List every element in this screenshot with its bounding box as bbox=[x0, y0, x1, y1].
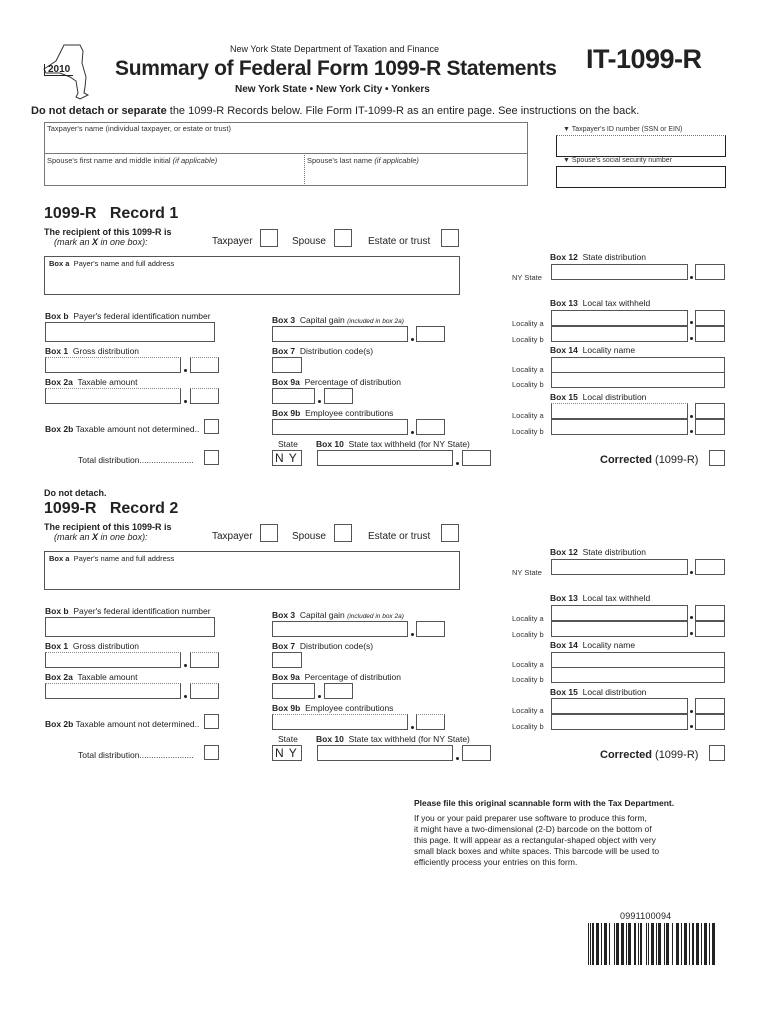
decimal-point bbox=[411, 338, 414, 341]
box-3-label: Box 3 Capital gain (included in box 2a) bbox=[272, 610, 404, 620]
taxpayer-checkbox[interactable] bbox=[260, 524, 278, 542]
box-9a-whole-field[interactable] bbox=[272, 388, 315, 404]
record-heading: 1099-R Record 2 bbox=[44, 500, 179, 517]
locality-b-label: Locality b bbox=[512, 630, 544, 639]
box-a-label: Box a Payer's name and full address bbox=[49, 554, 175, 563]
box-13a-cents-field[interactable] bbox=[695, 605, 725, 621]
decimal-point bbox=[690, 415, 693, 418]
taxpayer-checkbox[interactable] bbox=[260, 229, 278, 247]
total-distribution-label: Total distribution....................... bbox=[78, 750, 194, 760]
box-14a-field[interactable] bbox=[551, 652, 725, 668]
locality-b-label: Locality b bbox=[512, 427, 544, 436]
option-estate-label: Estate or trust bbox=[368, 236, 431, 247]
box-13b-cents-field[interactable] bbox=[695, 621, 725, 637]
taxpayer-name-label: Taxpayer's name (individual taxpayer, or estate or trust) bbox=[47, 124, 232, 133]
locality-a-label: Locality a bbox=[512, 660, 544, 669]
divider bbox=[44, 153, 528, 154]
spouse-ssn-field[interactable] bbox=[556, 166, 726, 188]
spouse-last-name-label: Spouse's last name (if applicable) bbox=[307, 156, 419, 165]
notice-title: Please file this original scannable form with the Tax Department. bbox=[414, 798, 675, 808]
box-9a-label: Box 9a Percentage of distribution bbox=[272, 377, 402, 387]
box-15b-dollars-field[interactable] bbox=[551, 419, 688, 435]
box-9b-cents-field[interactable] bbox=[416, 714, 445, 730]
box-9a-label: Box 9a Percentage of distribution bbox=[272, 672, 402, 682]
notice-line: this page. It will appear as a rectangular-shaped object with very bbox=[414, 835, 656, 845]
corrected-checkbox[interactable] bbox=[709, 745, 725, 761]
recipient-label: The recipient of this 1099-R is bbox=[44, 227, 172, 237]
decimal-point bbox=[690, 276, 693, 279]
decimal-point bbox=[690, 430, 693, 433]
option-taxpayer-label: Taxpayer bbox=[212, 236, 253, 247]
notice-body bbox=[414, 813, 659, 868]
department-name: New York State Department of Taxation and Finance bbox=[230, 44, 439, 54]
notice-line: it might have a two-dimensional (2-D) barcode on the bottom of bbox=[414, 824, 652, 834]
box-3-dollars-field[interactable] bbox=[272, 621, 408, 637]
box-15b-cents-field[interactable] bbox=[695, 419, 725, 435]
spouse-ssn-label: ▼ Spouse's social security number bbox=[563, 157, 673, 164]
box-3-cents-field[interactable] bbox=[416, 621, 445, 637]
box-7-field[interactable] bbox=[272, 357, 302, 373]
box-1-dollars-field[interactable] bbox=[45, 357, 181, 373]
box-b-field[interactable] bbox=[45, 322, 215, 342]
barcode-number: 0991100094 bbox=[620, 911, 672, 921]
box-12-cents-field[interactable] bbox=[695, 264, 725, 280]
decimal-point bbox=[184, 369, 187, 372]
spouse-last-name-field[interactable] bbox=[306, 166, 526, 184]
box-2a-label: Box 2a Taxable amount bbox=[45, 672, 138, 682]
spouse-checkbox[interactable] bbox=[334, 229, 352, 247]
locality-a-label: Locality a bbox=[512, 706, 544, 715]
state-field[interactable]: N Y bbox=[272, 450, 302, 466]
box-9b-label: Box 9b Employee contributions bbox=[272, 703, 394, 713]
box-12-label: Box 12 State distribution bbox=[550, 252, 646, 262]
box-13a-cents-field[interactable] bbox=[695, 310, 725, 326]
box-15a-dollars-field[interactable] bbox=[551, 698, 688, 714]
box-14-label: Box 14 Locality name bbox=[550, 640, 636, 650]
taxpayer-name-field[interactable] bbox=[46, 134, 526, 152]
corrected-label: Corrected (1099-R) bbox=[600, 454, 699, 466]
box-12-dollars-field[interactable] bbox=[551, 264, 688, 280]
barcode-icon bbox=[588, 923, 716, 965]
box-1-dollars-field[interactable] bbox=[45, 652, 181, 668]
box-14-label: Box 14 Locality name bbox=[550, 345, 636, 355]
state-label: State bbox=[278, 439, 298, 449]
decimal-point bbox=[411, 431, 414, 434]
corrected-label: Corrected (1099-R) bbox=[600, 749, 699, 761]
box-10-dollars-field[interactable] bbox=[317, 450, 453, 466]
box-9a-decimal-field[interactable] bbox=[324, 683, 353, 699]
box-9b-dollars-field[interactable] bbox=[272, 419, 408, 435]
decimal-point bbox=[690, 632, 693, 635]
decimal-point bbox=[690, 321, 693, 324]
box-15b-cents-field[interactable] bbox=[695, 714, 725, 730]
state-field[interactable]: N Y bbox=[272, 745, 302, 761]
box-10-label: Box 10 State tax withheld (for NY State) bbox=[316, 734, 470, 744]
decimal-point bbox=[411, 633, 414, 636]
box-b-label: Box b Payer's federal identification number bbox=[45, 311, 211, 321]
box-2b-checkbox[interactable] bbox=[204, 419, 219, 434]
spouse-checkbox[interactable] bbox=[334, 524, 352, 542]
box-2b-label: Box 2b Taxable amount not determined.. bbox=[45, 424, 200, 434]
box-1-label: Box 1 Gross distribution bbox=[45, 641, 140, 651]
total-distribution-label: Total distribution....................... bbox=[78, 455, 194, 465]
box-13a-dollars-field[interactable] bbox=[551, 310, 688, 326]
box-14a-field[interactable] bbox=[551, 357, 725, 373]
decimal-point bbox=[318, 695, 321, 698]
box-2a-dollars-field[interactable] bbox=[45, 388, 181, 404]
box-3-cents-field[interactable] bbox=[416, 326, 445, 342]
estate-checkbox[interactable] bbox=[441, 229, 459, 247]
box-13b-dollars-field[interactable] bbox=[551, 326, 688, 342]
locality-b-label: Locality b bbox=[512, 722, 544, 731]
recipient-label: The recipient of this 1099-R is bbox=[44, 522, 172, 532]
box-b-field[interactable] bbox=[45, 617, 215, 637]
spouse-first-name-label: Spouse's first name and middle initial (if applicable) bbox=[47, 156, 218, 165]
form-subtitle: New York State • New York City • Yonkers bbox=[235, 84, 430, 95]
box-15b-dollars-field[interactable] bbox=[551, 714, 688, 730]
box-10-cents-field[interactable] bbox=[462, 745, 491, 761]
locality-a-label: Locality a bbox=[512, 411, 544, 420]
box-a-label: Box a Payer's name and full address bbox=[49, 259, 175, 268]
box-12-dollars-field[interactable] bbox=[551, 559, 688, 575]
box-1-label: Box 1 Gross distribution bbox=[45, 346, 140, 356]
notice-line: small black boxes and white spaces. This barcode will be used to bbox=[414, 846, 660, 856]
box-15a-cents-field[interactable] bbox=[695, 403, 725, 419]
box-3-dollars-field[interactable] bbox=[272, 326, 408, 342]
detach-instruction: Do not detach or separate the 1099-R Records below. File Form IT-1099-R as an entire page. See instructions on the back. bbox=[31, 105, 640, 117]
box-13b-cents-field[interactable] bbox=[695, 326, 725, 342]
locality-a-label: Locality a bbox=[512, 614, 544, 623]
box-13-label: Box 13 Local tax withheld bbox=[550, 593, 651, 603]
box-3-label: Box 3 Capital gain (included in box 2a) bbox=[272, 315, 404, 325]
option-spouse-label: Spouse bbox=[292, 236, 326, 247]
box-13b-dollars-field[interactable] bbox=[551, 621, 688, 637]
option-taxpayer-label: Taxpayer bbox=[212, 531, 253, 542]
total-distribution-checkbox[interactable] bbox=[204, 450, 219, 465]
recipient-hint: (mark an X in one box): bbox=[54, 532, 148, 542]
do-not-detach-label: Do not detach. bbox=[44, 488, 107, 498]
box-2a-cents-field[interactable] bbox=[190, 683, 219, 699]
option-spouse-label: Spouse bbox=[292, 531, 326, 542]
taxpayer-id-field[interactable] bbox=[556, 135, 726, 157]
box-10-label: Box 10 State tax withheld (for NY State) bbox=[316, 439, 470, 449]
form-title: Summary of Federal Form 1099-R Statements bbox=[115, 57, 557, 80]
total-distribution-checkbox[interactable] bbox=[204, 745, 219, 760]
box-7-label: Box 7 Distribution code(s) bbox=[272, 641, 374, 651]
corrected-checkbox[interactable] bbox=[709, 450, 725, 466]
box-13-label: Box 13 Local tax withheld bbox=[550, 298, 651, 308]
box-2a-dollars-field[interactable] bbox=[45, 683, 181, 699]
box-14b-field[interactable] bbox=[551, 667, 725, 683]
box-9b-label: Box 9b Employee contributions bbox=[272, 408, 394, 418]
box-2b-label: Box 2b Taxable amount not determined.. bbox=[45, 719, 200, 729]
box-2a-cents-field[interactable] bbox=[190, 388, 219, 404]
box-10-dollars-field[interactable] bbox=[317, 745, 453, 761]
ny-state-label: NY State bbox=[512, 273, 542, 282]
box-12-label: Box 12 State distribution bbox=[550, 547, 646, 557]
decimal-point bbox=[411, 726, 414, 729]
box-15-label: Box 15 Local distribution bbox=[550, 687, 647, 697]
decimal-point bbox=[690, 337, 693, 340]
box-1-cents-field[interactable] bbox=[190, 652, 219, 668]
decimal-point bbox=[690, 725, 693, 728]
decimal-point bbox=[690, 616, 693, 619]
decimal-point bbox=[690, 571, 693, 574]
decimal-point bbox=[456, 757, 459, 760]
box-15-label: Box 15 Local distribution bbox=[550, 392, 647, 402]
spouse-first-name-field[interactable] bbox=[46, 166, 301, 184]
box-9b-cents-field[interactable] bbox=[416, 419, 445, 435]
recipient-hint: (mark an X in one box): bbox=[54, 237, 148, 247]
decimal-point bbox=[456, 462, 459, 465]
locality-b-label: Locality b bbox=[512, 380, 544, 389]
locality-a-label: Locality a bbox=[512, 365, 544, 374]
locality-b-label: Locality b bbox=[512, 335, 544, 344]
box-13a-dollars-field[interactable] bbox=[551, 605, 688, 621]
box-10-cents-field[interactable] bbox=[462, 450, 491, 466]
divider bbox=[304, 153, 305, 186]
locality-a-label: Locality a bbox=[512, 319, 544, 328]
box-9b-dollars-field[interactable] bbox=[272, 714, 408, 730]
box-12-cents-field[interactable] bbox=[695, 559, 725, 575]
box-2b-checkbox[interactable] bbox=[204, 714, 219, 729]
notice-line: efficiently process your entries on this form. bbox=[414, 857, 578, 867]
box-9a-whole-field[interactable] bbox=[272, 683, 315, 699]
box-15a-cents-field[interactable] bbox=[695, 698, 725, 714]
ny-state-label: NY State bbox=[512, 568, 542, 577]
decimal-point bbox=[184, 664, 187, 667]
option-estate-label: Estate or trust bbox=[368, 531, 431, 542]
record-heading: 1099-R Record 1 bbox=[44, 205, 179, 222]
box-15a-dollars-field[interactable] bbox=[551, 403, 688, 419]
locality-b-label: Locality b bbox=[512, 675, 544, 684]
decimal-point bbox=[690, 710, 693, 713]
form-number: IT-1099-R bbox=[586, 44, 702, 74]
box-1-cents-field[interactable] bbox=[190, 357, 219, 373]
taxpayer-id-label: ▼ Taxpayer's ID number (SSN or EIN) bbox=[563, 126, 683, 133]
decimal-point bbox=[184, 695, 187, 698]
box-9a-decimal-field[interactable] bbox=[324, 388, 353, 404]
box-7-field[interactable] bbox=[272, 652, 302, 668]
tax-year: 2010 bbox=[44, 64, 73, 76]
decimal-point bbox=[184, 400, 187, 403]
decimal-point bbox=[318, 400, 321, 403]
box-2a-label: Box 2a Taxable amount bbox=[45, 377, 138, 387]
box-7-label: Box 7 Distribution code(s) bbox=[272, 346, 374, 356]
estate-checkbox[interactable] bbox=[441, 524, 459, 542]
box-14b-field[interactable] bbox=[551, 372, 725, 388]
box-b-label: Box b Payer's federal identification number bbox=[45, 606, 211, 616]
state-label: State bbox=[278, 734, 298, 744]
notice-line: If you or your paid preparer use software to produce this form, bbox=[414, 813, 647, 823]
